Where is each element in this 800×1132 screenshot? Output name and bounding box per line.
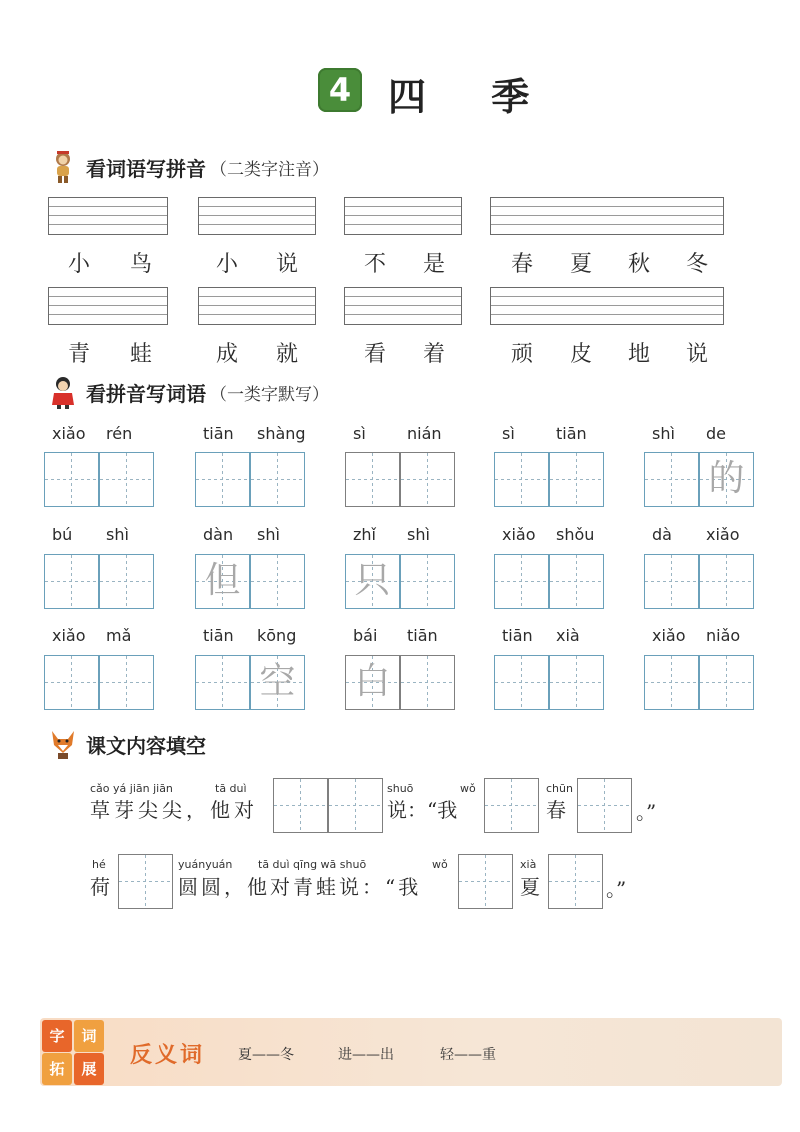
word-char: 说 — [686, 342, 709, 367]
writing-cell[interactable] — [250, 452, 305, 507]
writing-cell[interactable] — [400, 554, 455, 609]
writing-cell[interactable] — [99, 655, 154, 710]
section1-header — [48, 150, 329, 184]
pinyin-annotation: cǎo yá jiān jiān — [90, 782, 173, 795]
pinyin-annotation: tā duì qīng wā shuō — [258, 858, 367, 871]
pinyin-line[interactable] — [490, 197, 724, 235]
pinyin-label: zhǐ — [353, 525, 376, 544]
pinyin-label: kōng — [257, 626, 297, 645]
sentence-text: 说：“我 — [387, 798, 458, 822]
pinyin-label: xià — [556, 626, 580, 645]
word-char: 冬 — [686, 252, 709, 277]
pinyin-label: shì — [407, 525, 430, 544]
pinyin-annotation: hé — [92, 858, 106, 871]
sentence-text: 圆圆，他对青蛙说：“我 — [178, 875, 422, 899]
writing-cell[interactable] — [250, 554, 305, 609]
antonym-pair: 进——出 — [338, 1047, 394, 1063]
writing-cell[interactable] — [494, 452, 549, 507]
tag-char: 展 — [74, 1053, 104, 1085]
pinyin-line[interactable] — [490, 287, 724, 325]
sentence-text: 。” — [636, 800, 657, 824]
pinyin-label: dà — [652, 525, 672, 544]
word-char: 小 — [216, 252, 239, 277]
pinyin-annotation: yuányuán — [178, 858, 233, 871]
pinyin-line[interactable] — [198, 287, 316, 325]
word-char: 夏 — [570, 252, 593, 277]
pinyin-label: xiǎo — [52, 424, 86, 443]
sentence-text: 夏 — [520, 875, 540, 899]
sentence-text: 荷 — [90, 875, 110, 899]
pinyin-label: niǎo — [706, 626, 741, 645]
word-char: 春 — [511, 252, 534, 277]
word-char: 说 — [276, 252, 299, 277]
writing-cell[interactable] — [549, 554, 604, 609]
answer-cell[interactable] — [118, 854, 173, 909]
word-char: 着 — [423, 342, 446, 367]
pinyin-label: dàn — [203, 525, 234, 544]
writing-cell[interactable]: 的 — [699, 452, 754, 507]
word-char: 是 — [423, 252, 446, 277]
pinyin-line[interactable] — [344, 287, 462, 325]
word-char: 地 — [628, 342, 651, 367]
answer-cell[interactable] — [328, 778, 383, 833]
pinyin-annotation: wǒ — [460, 782, 476, 795]
pinyin-label: nián — [407, 424, 442, 443]
writing-cell[interactable] — [44, 452, 99, 507]
sentence-text: 草芽尖尖，他对 — [90, 798, 258, 822]
tag-char: 词 — [74, 1020, 104, 1052]
section3-header — [48, 727, 206, 761]
pinyin-label: shì — [106, 525, 129, 544]
mascot-fox-icon — [48, 727, 78, 761]
pinyin-label: rén — [106, 424, 133, 443]
answer-cell[interactable] — [458, 854, 513, 909]
lesson-number-badge: 4 — [318, 68, 362, 112]
pinyin-line[interactable] — [198, 197, 316, 235]
antonyms-title: 反义词 — [130, 1043, 206, 1068]
pinyin-annotation: tā duì — [215, 782, 247, 795]
section2-note: （一类字默写） — [210, 384, 329, 405]
section2-header — [48, 375, 329, 409]
word-char: 青 — [68, 342, 91, 367]
pinyin-label: tiān — [203, 424, 234, 443]
writing-cell[interactable] — [699, 655, 754, 710]
word-char: 鸟 — [130, 252, 153, 277]
pinyin-label: de — [706, 424, 726, 443]
section1-note: （二类字注音） — [210, 159, 329, 180]
pinyin-annotation: xià — [520, 858, 537, 871]
pinyin-label: xiǎo — [652, 626, 686, 645]
writing-cell[interactable] — [699, 554, 754, 609]
word-char: 就 — [276, 342, 299, 367]
answer-cell[interactable] — [273, 778, 328, 833]
word-extension-tags — [40, 1018, 104, 1086]
writing-cell[interactable] — [195, 452, 250, 507]
word-char: 小 — [68, 252, 91, 277]
section1-title: 看词语写拼音 — [86, 156, 206, 181]
pinyin-label: xiǎo — [52, 626, 86, 645]
writing-cell[interactable] — [549, 655, 604, 710]
section3-title: 课文内容填空 — [86, 733, 206, 758]
writing-cell[interactable] — [644, 655, 699, 710]
pinyin-label: tiān — [502, 626, 533, 645]
pinyin-annotation: shuō — [387, 782, 414, 795]
pinyin-line[interactable] — [48, 287, 168, 325]
pinyin-label: tiān — [556, 424, 587, 443]
pinyin-label: bái — [353, 626, 378, 645]
pinyin-label: shì — [652, 424, 675, 443]
pinyin-label: bú — [52, 525, 73, 544]
answer-cell[interactable] — [484, 778, 539, 833]
pinyin-label: mǎ — [106, 626, 132, 645]
tag-char: 字 — [42, 1020, 72, 1052]
writing-cell[interactable] — [44, 655, 99, 710]
antonym-pair: 轻——重 — [440, 1047, 496, 1063]
sentence-text: 春 — [546, 798, 566, 822]
pinyin-label: tiān — [203, 626, 234, 645]
writing-cell[interactable] — [549, 452, 604, 507]
writing-cell[interactable] — [494, 655, 549, 710]
section2-title: 看拼音写词语 — [86, 381, 206, 406]
writing-cell[interactable] — [99, 554, 154, 609]
pinyin-label: xiǎo — [706, 525, 740, 544]
pinyin-label: xiǎo — [502, 525, 536, 544]
writing-cell[interactable]: 只 — [345, 554, 400, 609]
mascot-child-icon — [48, 375, 78, 409]
writing-cell[interactable] — [400, 452, 455, 507]
writing-cell[interactable] — [494, 554, 549, 609]
pinyin-label: sì — [353, 424, 366, 443]
writing-cell[interactable]: 但 — [195, 554, 250, 609]
pinyin-label: shǒu — [556, 525, 595, 544]
word-char: 成 — [216, 342, 239, 367]
answer-cell[interactable] — [548, 854, 603, 909]
antonym-pair: 夏——冬 — [238, 1047, 294, 1063]
pinyin-annotation: wǒ — [432, 858, 448, 871]
word-char: 顽 — [511, 342, 534, 367]
writing-cell[interactable]: 空 — [250, 655, 305, 710]
word-char: 秋 — [628, 252, 651, 277]
pinyin-label: shì — [257, 525, 280, 544]
writing-cell[interactable] — [345, 452, 400, 507]
answer-cell[interactable] — [577, 778, 632, 833]
word-char: 蛙 — [130, 342, 153, 367]
writing-cell[interactable] — [644, 452, 699, 507]
word-char: 不 — [364, 252, 387, 277]
pinyin-label: tiān — [407, 626, 438, 645]
pinyin-label: shàng — [257, 424, 306, 443]
writing-cell[interactable] — [44, 554, 99, 609]
writing-cell[interactable] — [400, 655, 455, 710]
pinyin-label: sì — [502, 424, 515, 443]
writing-cell[interactable]: 白 — [345, 655, 400, 710]
writing-cell[interactable] — [99, 452, 154, 507]
mascot-monkey-icon — [48, 150, 78, 184]
pinyin-line[interactable] — [48, 197, 168, 235]
writing-cell[interactable] — [644, 554, 699, 609]
writing-cell[interactable] — [195, 655, 250, 710]
pinyin-annotation: chūn — [546, 782, 573, 795]
tag-char: 拓 — [42, 1053, 72, 1085]
lesson-title: 四 季 — [388, 74, 556, 119]
sentence-text: 。” — [606, 877, 627, 901]
word-char: 看 — [364, 342, 387, 367]
pinyin-line[interactable] — [344, 197, 462, 235]
word-char: 皮 — [570, 342, 593, 367]
